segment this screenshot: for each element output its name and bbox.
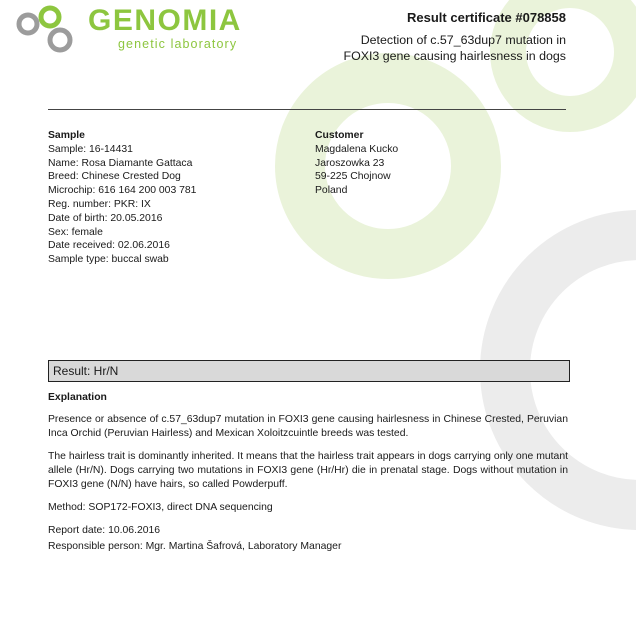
sample-section [48, 129, 288, 267]
sample-heading: Sample [48, 130, 85, 141]
report-date: Report date: 10.06.2016 [48, 525, 161, 536]
responsible-person: Responsible person: Mgr. Martina Šafrová, Laboratory Manager [48, 541, 342, 552]
sample-breed: Breed: Chinese Crested Dog [48, 171, 181, 183]
explanation-paragraph-inheritance: The hairless trait is dominantly inherited. It means that the hairless trait appears in dogs carrying only one mutant allele (Hr/N). Dogs carrying two mutations in FOXI3 gene (Hr/Hr) die in prenatal stage. Dogs without mutation in FOXI3 gene (N/N) have hairs, so called Powderpuff. [48, 451, 568, 490]
explanation-section [48, 391, 568, 563]
logo-tagline: genetic laboratory [118, 37, 238, 51]
sample-date-of-birth: Date of birth: 20.05.2016 [48, 212, 163, 224]
customer-city: 59-225 Chojnow [315, 171, 391, 183]
certificate-description-line: Detection of c.57_63dup7 mutation in [360, 33, 566, 47]
sample-sex: Sex: female [48, 226, 103, 238]
explanation-heading: Explanation [48, 392, 107, 403]
sample-type: Sample type: buccal swab [48, 254, 169, 266]
sample-id: Sample: 16-14431 [48, 143, 133, 155]
sample-microchip: Microchip: 616 164 200 003 781 [48, 185, 197, 197]
sample-name: Name: Rosa Diamante Gattaca [48, 157, 193, 169]
customer-section [315, 129, 515, 198]
explanation-paragraph-tested-breeds: Presence or absence of c.57_63dup7 mutation in FOXI3 gene causing hairlesness in Chinese Crested, Peruvian Inca Orchid (Peruvian Hairless) and Mexican Xoloitzcuintle breeds was tested. [48, 414, 568, 439]
customer-country: Poland [315, 185, 348, 197]
sample-reg-number: Reg. number: PKR: IX [48, 198, 151, 210]
logo-wordmark: GENOMIA [88, 4, 242, 37]
method-text: Method: SOP172-FOXI3, direct DNA sequencing [48, 502, 273, 513]
genomia-logo [16, 4, 256, 56]
customer-name: Magdalena Kucko [315, 143, 399, 155]
result-box: Result: Hr/N [48, 360, 570, 382]
logo-circles-icon [16, 4, 88, 56]
customer-street: Jaroszowka 23 [315, 157, 385, 169]
header-divider [48, 109, 566, 110]
customer-heading: Customer [315, 130, 364, 141]
certificate-description [296, 32, 566, 64]
sample-date-received: Date received: 02.06.2016 [48, 240, 170, 252]
certificate-title: Result certificate #078858 [407, 10, 566, 25]
certificate-description-line: FOXI3 gene causing hairlesness in dogs [343, 49, 566, 63]
